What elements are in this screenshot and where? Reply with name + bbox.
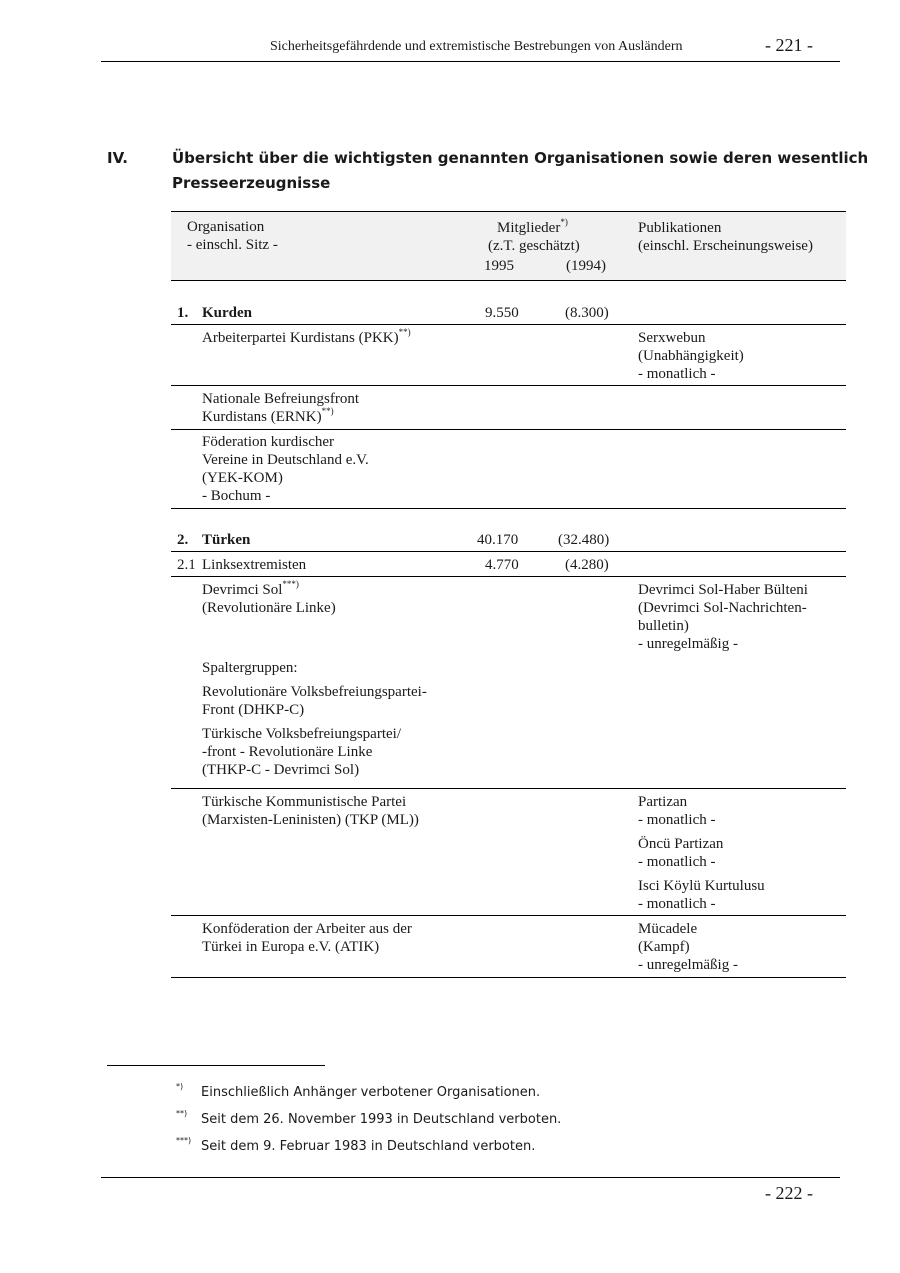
header-members-sub: (z.T. geschätzt) bbox=[488, 238, 580, 254]
section-number: IV. bbox=[107, 149, 128, 167]
pub-devrimci-frequency: - unregelmäßig - bbox=[638, 636, 738, 652]
table-row-rule bbox=[171, 429, 846, 430]
pub-mucadele-translation: (Kampf) bbox=[638, 939, 690, 955]
row-tuerken-number: 2. bbox=[177, 532, 189, 548]
org-atik-line2: Türkei in Europa e.V. (ATIK) bbox=[202, 939, 380, 955]
table-top-rule bbox=[171, 211, 846, 212]
header-rule bbox=[101, 61, 840, 62]
table-row-rule bbox=[171, 576, 846, 577]
header-organisation-sub: - einschl. Sitz - bbox=[187, 237, 278, 253]
org-thkp-line3: (THKP-C - Devrimci Sol) bbox=[202, 762, 360, 778]
org-yekkom-seat: - Bochum - bbox=[202, 488, 271, 504]
org-ernk-line1: Nationale Befreiungsfront bbox=[202, 391, 360, 407]
row-tuerken-members-1994: (32.480) bbox=[558, 532, 610, 548]
header-publications: Publikationen bbox=[638, 220, 722, 236]
footnote-separator bbox=[107, 1065, 325, 1066]
header-publications-sub: (einschl. Erscheinungsweise) bbox=[638, 238, 813, 254]
row-tuerken-members-1995: 40.170 bbox=[477, 532, 519, 548]
pub-partizan-title: Partizan bbox=[638, 794, 688, 810]
pub-devrimci-translation-line1: (Devrimci Sol-Nachrichten- bbox=[638, 600, 807, 616]
table-row-rule bbox=[171, 915, 846, 916]
pub-mucadele-frequency: - unregelmäßig - bbox=[638, 957, 738, 973]
org-yekkom-line2: Vereine in Deutschland e.V. bbox=[202, 452, 369, 468]
table-row-rule bbox=[171, 385, 846, 386]
pub-partizan-frequency: - monatlich - bbox=[638, 812, 716, 828]
table-bottom-rule bbox=[171, 977, 846, 978]
pub-pkk-frequency: - monatlich - bbox=[638, 366, 716, 382]
org-yekkom-line1: Föderation kurdischer bbox=[202, 434, 335, 450]
footnote-2-mark: **) bbox=[176, 1109, 188, 1118]
table-row-rule bbox=[171, 551, 846, 552]
footnote-1-text: Einschließlich Anhänger verbotener Organisationen. bbox=[201, 1085, 541, 1100]
org-tkp-line2: (Marxisten-Leninisten) (TKP (ML)) bbox=[202, 812, 419, 828]
org-devrimci-sol: Devrimci Sol***) bbox=[202, 579, 299, 598]
pub-devrimci-title: Devrimci Sol-Haber Bülteni bbox=[638, 582, 808, 598]
table-header-rule bbox=[171, 280, 846, 281]
org-devrimci-sol-translation: (Revolutionäre Linke) bbox=[202, 600, 336, 616]
org-tkp-line1: Türkische Kommunistische Partei bbox=[202, 794, 407, 810]
running-header: Sicherheitsgefährdende und extremistische Bestrebungen von Ausländern bbox=[270, 39, 683, 54]
header-page-number: - 221 - bbox=[765, 35, 813, 55]
footer-rule bbox=[101, 1177, 840, 1178]
row-kurden-members-1995: 9.550 bbox=[485, 305, 519, 321]
pub-isci-koylu-title: Isci Köylü Kurtulusu bbox=[638, 878, 765, 894]
pub-isci-koylu-frequency: - monatlich - bbox=[638, 896, 716, 912]
org-yekkom-line3: (YEK-KOM) bbox=[202, 470, 283, 486]
row-tuerken-label: Türken bbox=[202, 532, 251, 548]
section-title-line2: Presseerzeugnisse bbox=[172, 174, 331, 192]
org-thkp-line1: Türkische Volksbefreiungspartei/ bbox=[202, 726, 401, 742]
footer-page-number: - 222 - bbox=[765, 1183, 813, 1203]
table-row-rule bbox=[171, 788, 846, 789]
footnote-3-mark: ***) bbox=[176, 1136, 192, 1145]
header-year-1994: (1994) bbox=[566, 258, 606, 274]
row-kurden-members-1994: (8.300) bbox=[565, 305, 609, 321]
org-pkk: Arbeiterpartei Kurdistans (PKK)**) bbox=[202, 327, 411, 346]
org-atik-line1: Konföderation der Arbeiter aus der bbox=[202, 921, 412, 937]
header-organisation: Organisation bbox=[187, 219, 265, 235]
table-row-rule bbox=[171, 508, 846, 509]
org-dhkp-line1: Revolutionäre Volksbefreiungspartei- bbox=[202, 684, 427, 700]
splinter-groups-label: Spaltergruppen: bbox=[202, 660, 298, 676]
section-title-line1: Übersicht über die wichtigsten genannten Organisationen sowie deren wesentlich bbox=[172, 149, 869, 167]
header-year-1995: 1995 bbox=[484, 258, 514, 274]
pub-pkk-title: Serxwebun bbox=[638, 330, 706, 346]
footnote-3-text: Seit dem 9. Februar 1983 in Deutschland verboten. bbox=[201, 1139, 536, 1154]
row-links-label: Linksextremisten bbox=[202, 557, 307, 573]
pub-mucadele-title: Mücadele bbox=[638, 921, 698, 937]
row-links-members-1994: (4.280) bbox=[565, 557, 609, 573]
row-links-number: 2.1 bbox=[177, 557, 196, 573]
row-links-members-1995: 4.770 bbox=[485, 557, 519, 573]
pub-devrimci-translation-line2: bulletin) bbox=[638, 618, 689, 634]
pub-oncu-partizan-frequency: - monatlich - bbox=[638, 854, 716, 870]
pub-pkk-translation: (Unabhängigkeit) bbox=[638, 348, 744, 364]
row-kurden-label: Kurden bbox=[202, 305, 253, 321]
pub-oncu-partizan-title: Öncü Partizan bbox=[638, 836, 724, 852]
org-thkp-line2: -front - Revolutionäre Linke bbox=[202, 744, 373, 760]
footnote-1-mark: *) bbox=[176, 1082, 184, 1091]
header-members: Mitglieder*) bbox=[497, 217, 568, 236]
org-dhkp-line2: Front (DHKP-C) bbox=[202, 702, 305, 718]
footnote-2-text: Seit dem 26. November 1993 in Deutschland verboten. bbox=[201, 1112, 562, 1127]
table-row-rule bbox=[171, 324, 846, 325]
row-kurden-number: 1. bbox=[177, 305, 189, 321]
org-ernk-line2: Kurdistans (ERNK)**) bbox=[202, 406, 334, 425]
